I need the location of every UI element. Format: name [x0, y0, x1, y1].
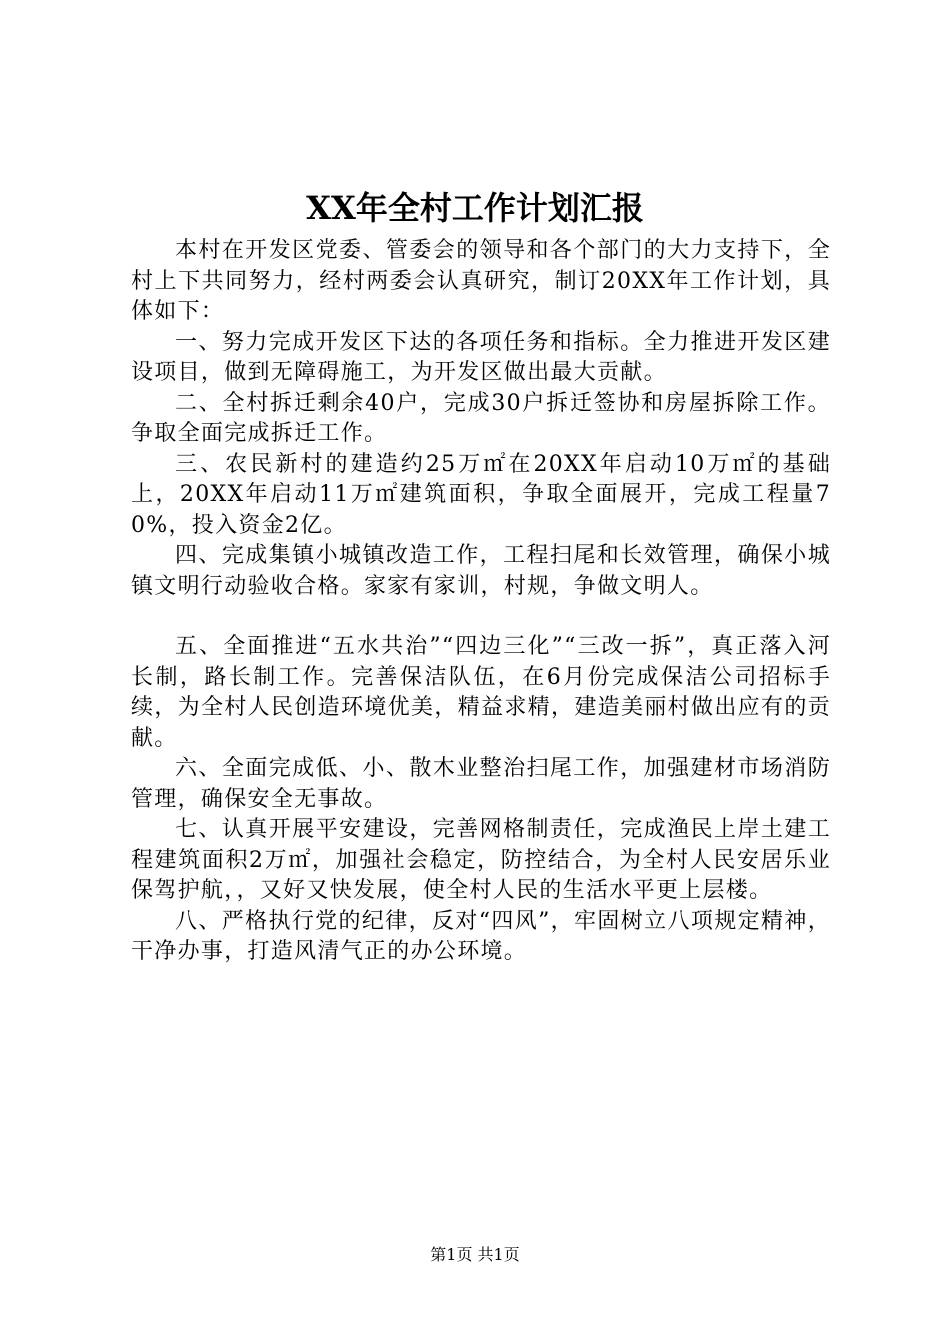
- intro-paragraph: 本村在开发区党委、管委会的领导和各个部门的大力支持下，全村上下共同努力，经村两委会认真研究，制订20XX年工作计划，具体如下：: [131, 238, 831, 324]
- plan-item-3: 三、农民新村的建造约25万㎡在20XX年启动10万㎡的基础上，20XX年启动11万㎡建筑面积，争取全面展开，完成工程量70%，投入资金2亿。: [131, 451, 831, 538]
- plan-item-4: 四、完成集镇小城镇改造工作，工程扫尾和长效管理，确保小城镇文明行动验收合格。家家有家训，村规，争做文明人。: [131, 543, 831, 599]
- plan-item-8: 八、严格执行党的纪律，反对“四风”，牢固树立八项规定精神，干净办事，打造风清气正的办公环境。: [131, 908, 831, 964]
- plan-item-5: 五、全面推进“五水共治”“四边三化”“三改一拆”，真正落入河长制，路长制工作。完善保洁队伍，在6月份完成保洁公司招标手续，为全村人民创造环境优美，精益求精，建造美丽村做出应有的贡献。: [131, 634, 831, 751]
- document-title: XX年全村工作计划汇报: [306, 189, 644, 227]
- page-footer: 第1页 共1页: [430, 1245, 520, 1264]
- plan-item-7: 七、认真开展平安建设，完善网格制责任，完成渔民上岸土建工程建筑面积2万㎡，加强社会稳定，防控结合，为全村人民安居乐业保驾护航，，又好又快发展，使全村人民的生活水平更上层楼。: [131, 817, 831, 903]
- plan-item-1: 一、努力完成开发区下达的各项任务和指标。全力推进开发区建设项目，做到无障碍施工，为开发区做出最大贡献。: [131, 329, 831, 385]
- document-body: [131, 236, 831, 968]
- plan-item-6: 六、全面完成低、小、散木业整治扫尾工作，加强建材市场消防管理，确保安全无事故。: [131, 756, 831, 812]
- plan-item-2: 二、全村拆迁剩余40户，完成30户拆迁签协和房屋拆除工作。争取全面完成拆迁工作。: [131, 390, 831, 446]
